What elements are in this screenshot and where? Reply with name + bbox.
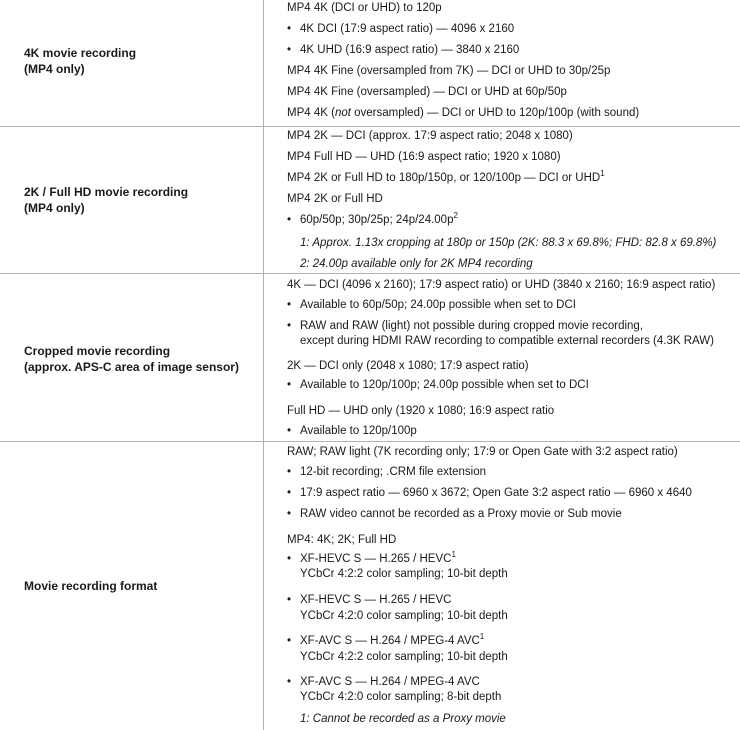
column-divider	[263, 0, 264, 730]
bullet-text	[300, 634, 484, 648]
footnote-marker: 1	[479, 632, 485, 641]
spec-text: 60p/50p; 30p/25p; 24p/24.00p	[300, 214, 454, 226]
spec-line: Full HD — UHD only (1920 x 1080; 16:9 aspect ratio	[287, 405, 555, 417]
bullet-continuation: YCbCr 4:2:0 color sampling; 10-bit depth	[300, 610, 508, 622]
footnote: 1: Approx. 1.13x cropping at 180p or 150p (2K: 88.3 x 69.8%; FHD: 82.8 x 69.8%)	[300, 237, 717, 249]
spec-line: 2K — DCI only (2048 x 1080; 17:9 aspect ratio)	[287, 360, 529, 372]
row-divider	[0, 441, 740, 442]
bullet-text: XF-AVC S — H.264 / MPEG-4 AVC	[300, 676, 480, 688]
bullet-text: 12-bit recording; .CRM file extension	[300, 466, 486, 478]
bullet-text: XF-HEVC S — H.265 / HEVC	[300, 594, 452, 606]
bullet-glyph: •	[287, 379, 292, 391]
spec-line: 4K — DCI (4096 x 2160); 17:9 aspect ratio) or UHD (3840 x 2160; 16:9 aspect ratio)	[287, 279, 716, 291]
spec-line: MP4 Full HD — UHD (16:9 aspect ratio; 1920 x 1080)	[287, 151, 561, 163]
bullet-continuation: YCbCr 4:2:2 color sampling; 10-bit depth	[300, 651, 508, 663]
spec-line: MP4 2K — DCI (approx. 17:9 aspect ratio; 2048 x 1080)	[287, 130, 573, 142]
bullet-glyph: •	[287, 508, 292, 520]
bullet-glyph: •	[287, 594, 292, 606]
footnote: 1: Cannot be recorded as a Proxy movie	[300, 713, 506, 725]
bullet-text: RAW video cannot be recorded as a Proxy movie or Sub movie	[300, 508, 622, 520]
spec-line	[287, 171, 605, 185]
spec-line: RAW; RAW light (7K recording only; 17:9 or Open Gate with 3:2 aspect ratio)	[287, 446, 678, 458]
spec-line: MP4: 4K; 2K; Full HD	[287, 534, 397, 546]
spec-text: XF-HEVC S — H.265 / HEVC	[300, 553, 452, 565]
bullet-text	[300, 213, 458, 227]
bullet-glyph: •	[287, 553, 292, 565]
spec-label-cropped-recording: Cropped movie recording (approx. APS-C area of image sensor)	[24, 344, 239, 374]
bullet-text: 17:9 aspect ratio — 6960 x 3672; Open Gate 3:2 aspect ratio — 6960 x 4640	[300, 487, 692, 499]
spec-text: MP4 4K (	[287, 107, 335, 119]
emphasis-text: not	[334, 107, 351, 119]
bullet-text: 4K UHD (16:9 aspect ratio) — 3840 x 2160	[300, 44, 520, 56]
bullet-glyph: •	[287, 425, 292, 437]
spec-label-4k-movie-recording: 4K movie recording (MP4 only)	[24, 46, 137, 76]
bullet-continuation: YCbCr 4:2:0 color sampling; 8-bit depth	[300, 691, 502, 703]
spec-label-2k-fullhd-recording: 2K / Full HD movie recording (MP4 only)	[24, 185, 189, 215]
bullet-continuation: except during HDMI RAW recording to compatible external recorders (4.3K RAW)	[300, 335, 714, 347]
bullet-glyph: •	[287, 320, 292, 332]
row-divider	[0, 126, 740, 127]
footnote: 2: 24.00p available only for 2K MP4 recording	[300, 258, 533, 270]
bullet-glyph: •	[287, 214, 292, 226]
bullet-continuation: YCbCr 4:2:2 color sampling; 10-bit depth	[300, 568, 508, 580]
bullet-glyph: •	[287, 487, 292, 499]
footnote-marker: 1	[451, 550, 456, 559]
bullet-glyph: •	[287, 676, 292, 688]
bullet-text: RAW and RAW (light) not possible during cropped movie recording,	[300, 320, 644, 332]
spec-label-recording-format: Movie recording format	[24, 579, 158, 593]
spec-line: MP4 4K Fine (oversampled from 7K) — DCI or UHD to 30p/25p	[287, 65, 611, 77]
bullet-glyph: •	[287, 466, 292, 478]
spec-line: MP4 4K Fine (oversampled) — DCI or UHD at 60p/50p	[287, 86, 567, 98]
spec-line	[287, 106, 639, 120]
row-divider	[0, 273, 740, 274]
spec-text: XF-AVC S — H.264 / MPEG-4 AVC	[300, 635, 480, 647]
bullet-text: Available to 60p/50p; 24.00p possible when set to DCI	[300, 299, 576, 311]
bullet-text: Available to 120p/100p	[300, 425, 417, 437]
bullet-glyph: •	[287, 44, 292, 56]
bullet-text: 4K DCI (17:9 aspect ratio) — 4096 x 2160	[300, 23, 515, 35]
bullet-glyph: •	[287, 635, 292, 647]
footnote-marker: 1	[600, 169, 605, 178]
spec-line: MP4 4K (DCI or UHD) to 120p	[287, 2, 442, 14]
bullet-text: Available to 120p/100p; 24.00p possible when set to DCI	[300, 379, 589, 391]
spec-text: MP4 2K or Full HD to 180p/150p, or 120/100p — DCI or UHD	[287, 172, 601, 184]
bullet-glyph: •	[287, 23, 292, 35]
footnote-marker: 2	[453, 211, 458, 220]
spec-line: MP4 2K or Full HD	[287, 193, 383, 205]
spec-text: oversampled) — DCI or UHD to 120p/100p (with sound)	[350, 107, 640, 119]
bullet-text	[300, 552, 456, 566]
bullet-glyph: •	[287, 299, 292, 311]
